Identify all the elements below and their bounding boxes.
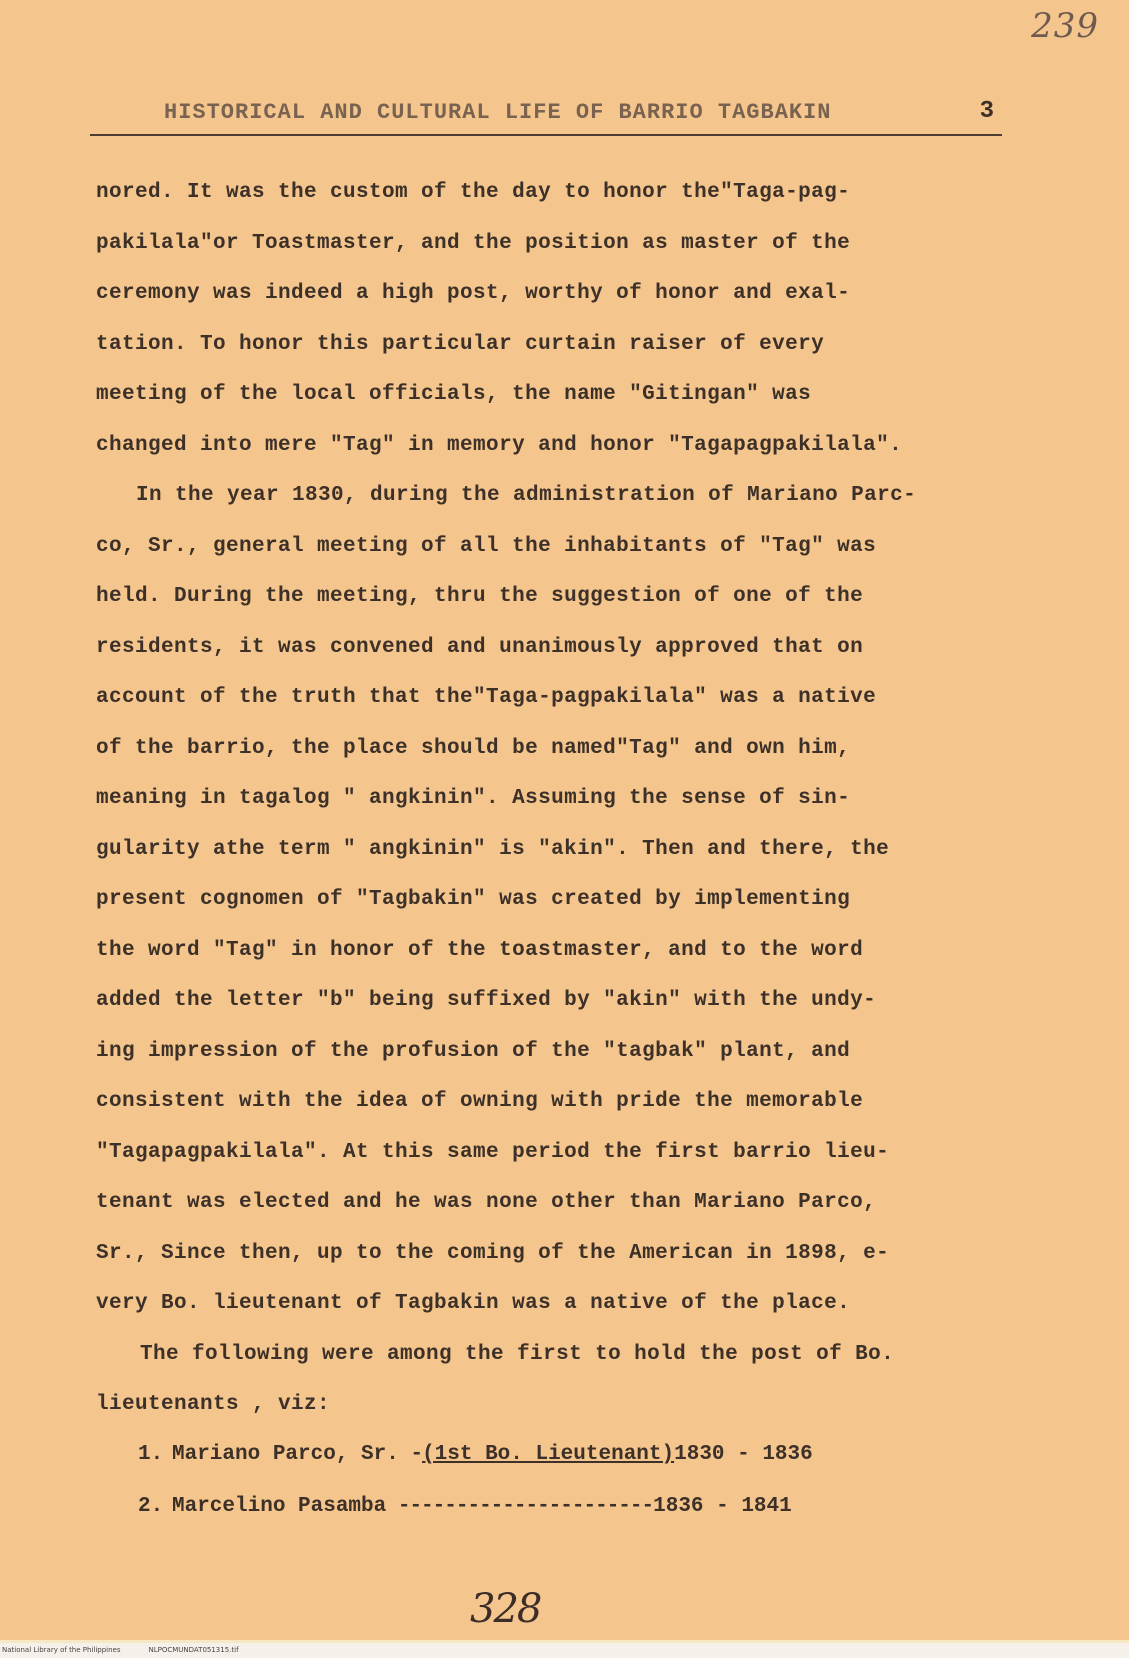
text-line: changed into mere "Tag" in memory and honor "Tagapagpakilala". [96, 433, 903, 457]
text-line: lieutenants , viz: [96, 1393, 331, 1416]
list-item-number: 2. [138, 1495, 164, 1518]
lieutenant-list [138, 1440, 998, 1544]
text-line: residents, it was convened and unanimously approved that on [96, 635, 864, 659]
stamp-page-number: 328 [470, 1586, 541, 1632]
text-line: the word "Tag" in honor of the toastmaster, and to the word [96, 938, 864, 962]
list-item-name: Marcelino Pasamba [172, 1495, 387, 1518]
list-item-note: (1st Bo. Lieutenant) [422, 1443, 675, 1466]
list-item-dashes: - [398, 1443, 423, 1466]
text-line: very Bo. lieutenant of Tagbakin was a native of the place. [96, 1292, 851, 1315]
text-line: meaning in tagalog " angkinin". Assuming the sense of sin- [96, 787, 851, 810]
page-header [90, 98, 1002, 136]
text-line: tenant was elected and he was none other than Mariano Parco, [96, 1191, 877, 1214]
text-line: gularity athe term " angkinin" is "akin". Then and there, the [96, 837, 890, 861]
text-line: meeting of the local officials, the name "Gitingan" was [96, 383, 812, 406]
text-line: pakilala"or Toastmaster, and the position as master of the [96, 231, 851, 255]
list-item-years: 1830 - 1836 [674, 1443, 813, 1466]
text-line: consistent with the idea of owning with pride the memorable [96, 1090, 864, 1113]
list-item-dashes: ---------------------- [386, 1495, 654, 1518]
list-item-years: 1836 - 1841 [653, 1495, 792, 1518]
text-line: present cognomen of "Tagbakin" was created by implementing [96, 888, 851, 911]
text-line: of the barrio, the place should be named"Tag" and own him, [96, 736, 851, 760]
text-line: ing impression of the profusion of the "tagbak" plant, and [96, 1039, 851, 1063]
text-line: The following were among the first to hold the post of Bo. [140, 1342, 895, 1366]
text-line: nored. It was the custom of the day to honor the"Taga-pag- [96, 181, 851, 204]
text-line: account of the truth that the"Taga-pagpakilala" was a native [96, 686, 877, 709]
list-item [138, 1440, 998, 1492]
list-item-number: 1. [138, 1443, 164, 1466]
footer-library: National Library of the Philippines [2, 1646, 121, 1654]
text-line: tation. To honor this particular curtain raiser of every [96, 332, 825, 356]
scan-footer [0, 1643, 1129, 1658]
list-item [138, 1492, 998, 1544]
text-line: Sr., Since then, up to the coming of the American in 1898, e- [96, 1241, 890, 1265]
header-page-number: 3 [979, 98, 994, 125]
text-line: added the letter "b" being suffixed by "akin" with the undy- [96, 989, 877, 1012]
text-line: co, Sr., general meeting of all the inhabitants of "Tag" was [96, 534, 877, 558]
body-text [96, 178, 1016, 1441]
header-title: HISTORICAL AND CULTURAL LIFE OF BARRIO TAGBAKIN [164, 100, 832, 125]
footer-file: NLPOCMUNDAT051315.tif [148, 1646, 239, 1654]
handwritten-page-number: 239 [1031, 6, 1099, 46]
text-line: ceremony was indeed a high post, worthy of honor and exal- [96, 282, 851, 305]
list-item-name: Mariano Parco, Sr. [172, 1443, 399, 1466]
text-line: In the year 1830, during the administration of Mariano Parc- [136, 484, 917, 507]
text-line: "Tagapagpakilala". At this same period the first barrio lieu- [96, 1140, 890, 1164]
text-line: held. During the meeting, thru the suggestion of one of the [96, 585, 864, 608]
